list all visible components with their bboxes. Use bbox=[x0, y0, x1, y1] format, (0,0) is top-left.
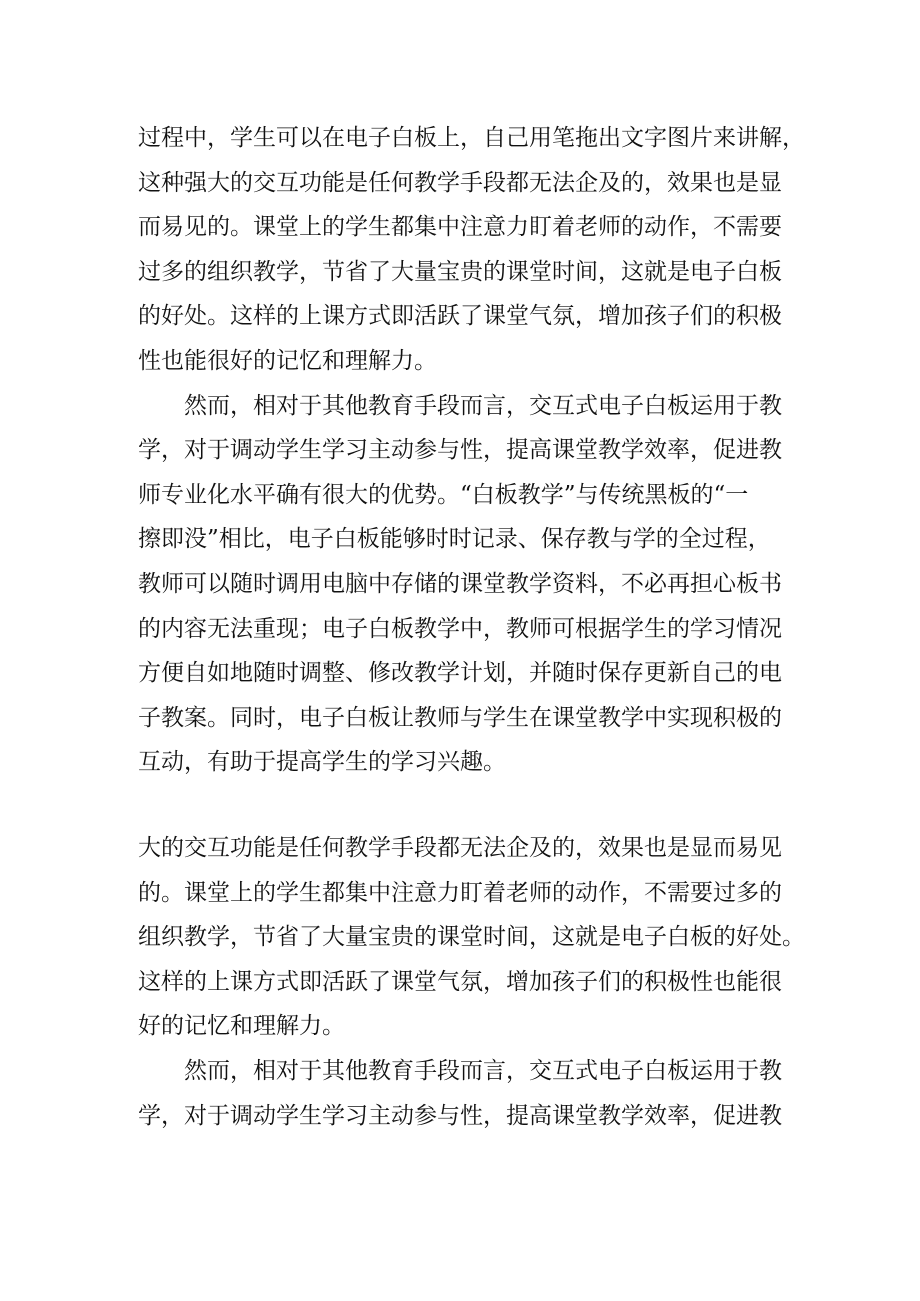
text-line: 而易见的。课堂上的学生都集中注意力盯着老师的动作，不需要 bbox=[138, 214, 782, 241]
text-line: 子教案。同时，电子白板让教师与学生在课堂教学中实现积极的 bbox=[138, 704, 782, 731]
paragraph-2 bbox=[138, 384, 798, 785]
text-line: 这种强大的交互功能是任何教学手段都无法企及的，效果也是显 bbox=[138, 169, 782, 196]
text-line: 学，对于调动学生学习主动参与性，提高课堂教学效率，促进教 bbox=[138, 1102, 782, 1129]
paragraph-3 bbox=[138, 826, 805, 1049]
text-line: 师专业化水平确有很大的优势。“白板教学”与传统黑板的“一 bbox=[138, 481, 749, 508]
text-line: 然而，相对于其他教育手段而言，交互式电子白板运用于教 bbox=[184, 1057, 782, 1084]
paragraph-4 bbox=[138, 1049, 798, 1138]
text-line: 互动，有助于提高学生的学习兴趣。 bbox=[138, 749, 506, 776]
text-line: 擦即没”相比，电子白板能够时时记录、保存教与学的全过程， bbox=[138, 526, 771, 553]
text-line: 的好处。这样的上课方式即活跃了课堂气氛，增加孩子们的积极 bbox=[138, 303, 782, 330]
text-line: 大的交互功能是任何教学手段都无法企及的，效果也是显而易见 bbox=[138, 835, 782, 861]
text-block-1 bbox=[138, 116, 805, 785]
text-line: 过程中，学生可以在电子白板上，自己用笔拖出文字图片来讲解， bbox=[138, 125, 805, 151]
text-line: 组织教学，节省了大量宝贵的课堂时间，这就是电子白板的好处。 bbox=[138, 924, 805, 951]
text-line: 的内容无法重现；电子白板教学中，教师可根据学生的学习情况 bbox=[138, 615, 782, 642]
text-line: 然而，相对于其他教育手段而言，交互式电子白板运用于教 bbox=[184, 392, 782, 419]
text-line: 性也能很好的记忆和理解力。 bbox=[138, 347, 437, 374]
text-line: 过多的组织教学，节省了大量宝贵的课堂时间，这就是电子白板 bbox=[138, 258, 782, 285]
text-block-2 bbox=[138, 826, 805, 1138]
text-line: 方便自如地随时调整、修改教学计划，并随时保存更新自己的电 bbox=[138, 660, 782, 687]
text-line: 学，对于调动学生学习主动参与性，提高课堂教学效率，促进教 bbox=[138, 437, 782, 464]
text-line: 的。课堂上的学生都集中注意力盯着老师的动作，不需要过多的 bbox=[138, 879, 782, 906]
text-line: 这样的上课方式即活跃了课堂气氛，增加孩子们的积极性也能很 bbox=[138, 968, 782, 995]
text-line: 教师可以随时调用电脑中存储的课堂教学资料，不必再担心板书 bbox=[138, 570, 782, 597]
paragraph-1 bbox=[138, 116, 805, 384]
text-line: 好的记忆和理解力。 bbox=[138, 1013, 345, 1040]
